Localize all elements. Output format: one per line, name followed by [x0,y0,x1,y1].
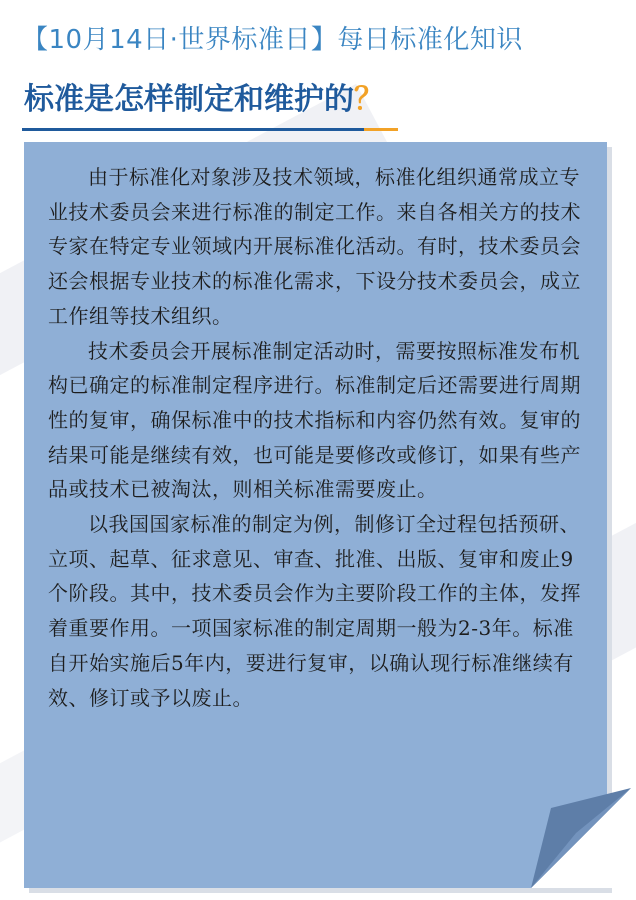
paragraph-1: 由于标准化对象涉及技术领域，标准化组织通常成立专业技术委员会来进行标准的制定工作。来自各相关方的技术专家在特定专业领域内开展标准化活动。有时，技术委员会还会根据专业技术的标准化需求，下设分技术委员会，成立工作组等技术组织。 [48,165,581,328]
card-body [48,160,588,715]
article-title-text: 标准是怎样制定和维护的 [24,82,354,117]
title-underline [22,128,364,131]
article-title [24,78,384,122]
title-question-mark: ？ [354,82,384,117]
page-header: 【10月14日·世界标准日】每日标准化知识 [22,25,523,55]
paragraph-2: 技术委员会开展标准制定活动时，需要按照标准发布机构已确定的标准制定程序进行。标准制定后还需要进行周期性的复审，确保标准中的技术指标和内容仍然有效。复审的结果可能是继续有效，也可能是要修改或修订，如果有些产品或技术已被淘汰，则相关标准需要废止。 [48,338,581,502]
paragraph-3: 以我国国家标准的制定为例，制修订全过程包括预研、立项、起草、征求意见、审查、批准、出版、复审和废止9个阶段。其中，技术委员会作为主要阶段工作的主体，发挥着重要作用。一项国家标准的制定周期一般为2-3年。标准自开始实施后5年内，要进行复审，以确认现行标准继续有效、修订或予以废止。 [48,512,581,710]
title-underline-accent [364,128,398,131]
page-curl-corner [531,788,631,888]
